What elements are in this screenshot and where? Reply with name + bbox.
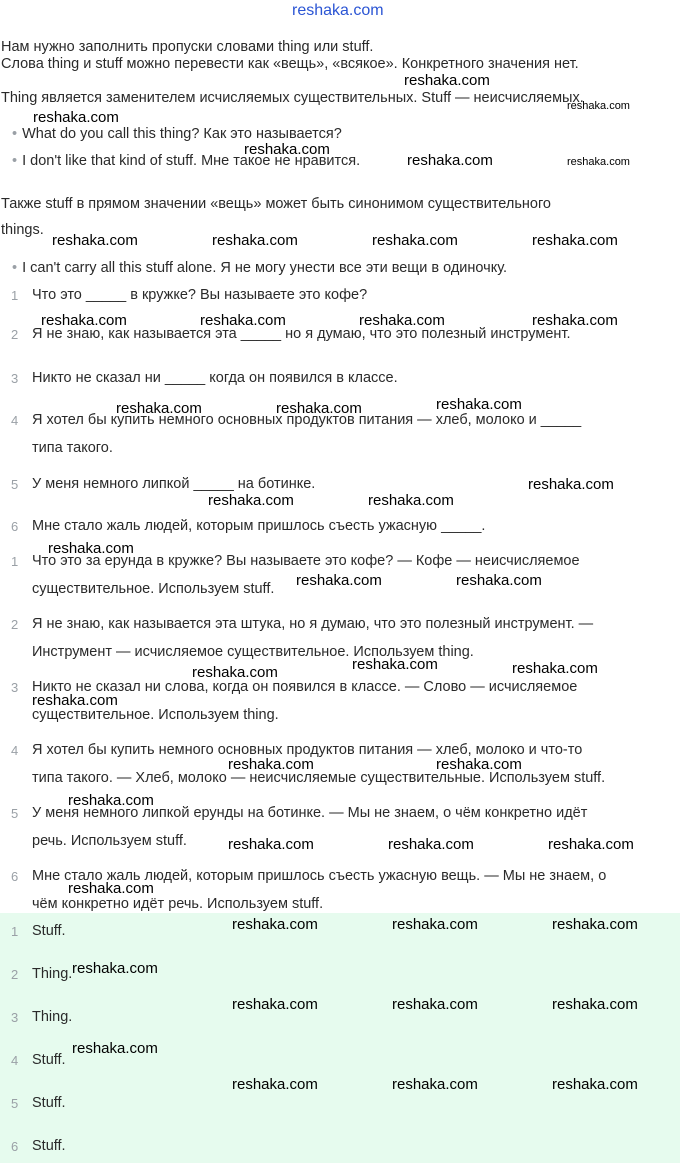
watermark-text: reshaka.com	[116, 400, 202, 417]
watermark-text: reshaka.com	[352, 656, 438, 673]
watermark-text: reshaka.com	[512, 660, 598, 677]
explanation-text-line: Никто не сказал ни слова, когда он появился в классе. — Слово — исчисляемое	[32, 679, 578, 695]
answer-text: Thing.	[32, 966, 73, 982]
watermark-text: reshaka.com	[228, 836, 314, 853]
explanation-text-line: существительное. Используем thing.	[32, 707, 279, 723]
watermark-text: reshaka.com	[41, 312, 127, 329]
watermark-text: reshaka.com	[72, 960, 158, 977]
explanation-text-line: У меня немного липкой ерунды на ботинке. — Мы не знаем, о чём конкретно идёт	[32, 805, 588, 821]
watermark-text: reshaka.com	[407, 152, 493, 169]
explanation-text-line: чём конкретно идёт речь. Используем stuff.	[32, 896, 324, 912]
watermark-text: reshaka.com	[372, 232, 458, 249]
watermark-text: reshaka.com	[552, 916, 638, 933]
task-number: 5	[11, 477, 19, 492]
task-number: 4	[11, 413, 19, 428]
watermark-text: reshaka.com	[388, 836, 474, 853]
task-number: 3	[11, 371, 19, 386]
explanation-number: 6	[11, 869, 19, 884]
watermark-text: reshaka.com	[192, 664, 278, 681]
watermark-text: reshaka.com	[436, 756, 522, 773]
task-text-line: Никто не сказал ни _____ когда он появился в классе.	[32, 370, 398, 386]
watermark-text: reshaka.com	[232, 1076, 318, 1093]
watermark-text: reshaka.com	[359, 312, 445, 329]
example-text: I don't like that kind of stuff. Мне такое не нравится.	[22, 153, 361, 169]
explanation-text-line: Что это за ерунда в кружке? Вы называете это кофе? — Кофе — неисчисляемое	[32, 553, 580, 569]
explanation-number: 2	[11, 617, 19, 632]
watermark-text: reshaka.com	[208, 492, 294, 509]
explanation-number: 4	[11, 743, 19, 758]
explanation-text-line: типа такого. — Хлеб, молоко — неисчисляемые существительные. Используем stuff.	[32, 770, 606, 786]
answer-text: Stuff.	[32, 1052, 66, 1068]
explanation-text-line: речь. Используем stuff.	[32, 833, 187, 849]
watermark-text: reshaka.com	[212, 232, 298, 249]
example-bullet-3	[12, 258, 507, 278]
watermark-text: reshaka.com	[567, 100, 630, 112]
task-text-line: Что это _____ в кружке? Вы называете это кофе?	[32, 287, 368, 303]
watermark-text: reshaka.com	[244, 141, 330, 158]
watermark-text: reshaka.com	[392, 996, 478, 1013]
task-text-line: Я не знаю, как называется эта _____ но я думаю, что это полезный инструмент.	[32, 326, 571, 342]
watermark-text: reshaka.com	[567, 156, 630, 168]
task-text-line: типа такого.	[32, 440, 113, 456]
watermark-text: reshaka.com	[52, 232, 138, 249]
watermark-text: reshaka.com	[368, 492, 454, 509]
intro-line-1: Нам нужно заполнить пропуски словами thing или stuff.	[1, 39, 374, 55]
explanation-number: 5	[11, 806, 19, 821]
watermark-text: reshaka.com	[532, 232, 618, 249]
task-number: 6	[11, 519, 19, 534]
explanation-text-line: существительное. Используем stuff.	[32, 581, 275, 597]
explanation-text-line: Инструмент — исчисляемое существительное. Используем thing.	[32, 644, 474, 660]
intro-line-3: Thing является заменителем исчисляемых существительных. Stuff — неисчисляемых.	[1, 90, 584, 106]
answer-number: 5	[11, 1096, 19, 1111]
explanation-number: 3	[11, 680, 19, 695]
task-number: 1	[11, 288, 19, 303]
site-link-top[interactable]: reshaka.com	[292, 2, 384, 19]
watermark-text: reshaka.com	[232, 916, 318, 933]
example-text: What do you call this thing? Как это называется?	[22, 126, 342, 142]
also-line-2: things.	[1, 222, 44, 238]
watermark-text: reshaka.com	[228, 756, 314, 773]
watermark-text: reshaka.com	[68, 792, 154, 809]
bullet-dot: •	[12, 260, 18, 276]
answer-number: 1	[11, 924, 19, 939]
example-text: I can't carry all this stuff alone. Я не могу унести все эти вещи в одиночку.	[22, 260, 508, 276]
watermark-text: reshaka.com	[72, 1040, 158, 1057]
answer-number: 4	[11, 1053, 19, 1068]
watermark-text: reshaka.com	[68, 880, 154, 897]
also-line-1: Также stuff в прямом значении «вещь» может быть синонимом существительного	[1, 196, 551, 212]
answers-panel	[0, 913, 680, 1163]
watermark-text: reshaka.com	[436, 396, 522, 413]
watermark-text: reshaka.com	[392, 1076, 478, 1093]
task-number: 2	[11, 327, 19, 342]
answer-number: 2	[11, 967, 19, 982]
answer-number: 6	[11, 1139, 19, 1154]
explanation-number: 1	[11, 554, 19, 569]
watermark-text: reshaka.com	[552, 996, 638, 1013]
watermark-text: reshaka.com	[296, 572, 382, 589]
watermark-text: reshaka.com	[456, 572, 542, 589]
explanation-text-line: Мне стало жаль людей, которым пришлось съесть ужасную вещь. — Мы не знаем, о	[32, 868, 607, 884]
watermark-text: reshaka.com	[528, 476, 614, 493]
watermark-text: reshaka.com	[532, 312, 618, 329]
watermark-text: reshaka.com	[232, 996, 318, 1013]
answer-number: 3	[11, 1010, 19, 1025]
answer-text: Stuff.	[32, 1095, 66, 1111]
task-text-line: Я хотел бы купить немного основных продуктов питания — хлеб, молоко и _____	[32, 412, 582, 428]
task-text-line: У меня немного липкой _____ на ботинке.	[32, 476, 316, 492]
task-text-line: Мне стало жаль людей, которым пришлось съесть ужасную _____.	[32, 518, 486, 534]
explanation-text-line: Я не знаю, как называется эта штука, но я думаю, что это полезный инструмент. —	[32, 616, 594, 632]
watermark-text: reshaka.com	[552, 1076, 638, 1093]
watermark-text: reshaka.com	[276, 400, 362, 417]
watermark-text: reshaka.com	[33, 109, 119, 126]
explanation-text-line: Я хотел бы купить немного основных продуктов питания — хлеб, молоко и что-то	[32, 742, 583, 758]
intro-line-2: Слова thing и stuff можно перевести как «вещь», «всякое». Конкретного значения нет.	[1, 56, 579, 72]
watermark-text: reshaka.com	[32, 692, 118, 709]
watermark-text: reshaka.com	[404, 72, 490, 89]
watermark-text: reshaka.com	[200, 312, 286, 329]
answer-text: Stuff.	[32, 1138, 66, 1154]
watermark-text: reshaka.com	[392, 916, 478, 933]
watermark-text: reshaka.com	[548, 836, 634, 853]
watermark-text: reshaka.com	[48, 540, 134, 557]
answer-text: Thing.	[32, 1009, 73, 1025]
answer-text: Stuff.	[32, 923, 66, 939]
bullet-dot: •	[12, 153, 18, 169]
bullet-dot: •	[12, 126, 18, 142]
